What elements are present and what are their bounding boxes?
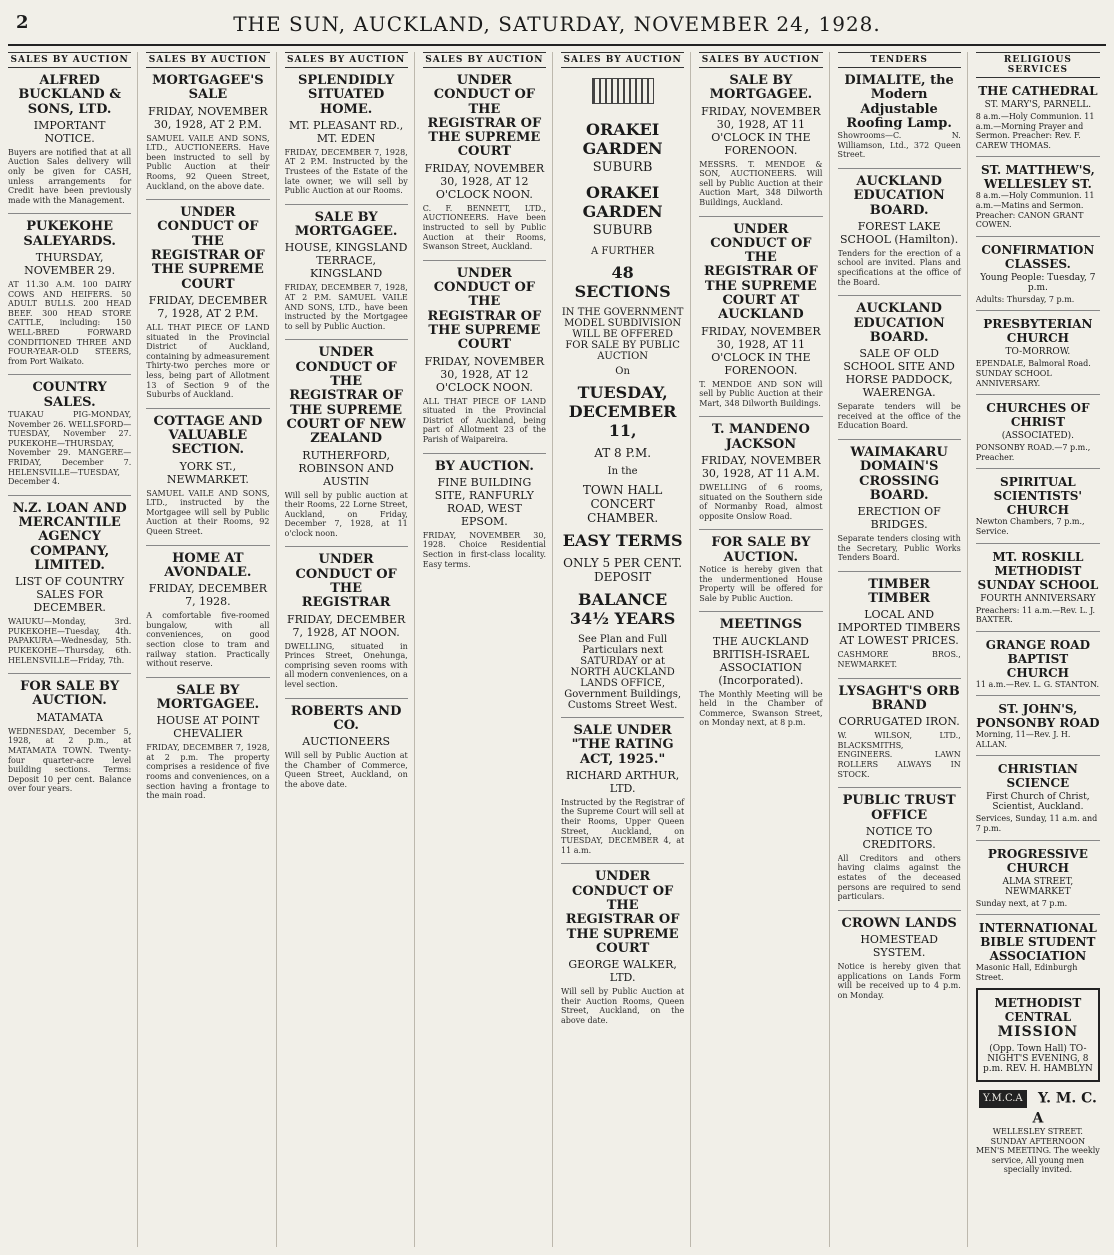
ad-block [561, 724, 684, 855]
service-text: Morning, 11—Rev. J. H. ALLAN. [975, 730, 1071, 749]
ad-heading: SPLENDIDLY SITUATED HOME. [297, 73, 395, 117]
church-name: SPIRITUAL SCIENTISTS' CHURCH [993, 475, 1083, 518]
ad-title: ORAKEI GARDEN [582, 120, 663, 158]
page-number: 2 [16, 12, 29, 33]
ad-heading: UNDER CONDUCT OF THE REGISTRAR OF THE SUPREME COURT [427, 73, 542, 160]
service-text: PONSONBY ROAD.—7 p.m., Preacher. [975, 443, 1091, 462]
ad-heading: SALE UNDER "THE RATING ACT, 1925." [571, 723, 674, 767]
column-1 [8, 52, 138, 1247]
service-item [976, 401, 1100, 462]
service-text: EPENDALE, Balmoral Road. SUNDAY SCHOOL ANNIVERSARY. [975, 359, 1091, 388]
divider [976, 631, 1100, 632]
ad-heading: UNDER CONDUCT OF THE REGISTRAR [295, 552, 397, 611]
column-4 [423, 52, 553, 1247]
ad-text: C. F. BENNETT, LTD., AUCTIONEERS. Have been instructed to sell by Public Auction at their Rooms, Swanson Street, Auckland. [422, 203, 546, 252]
ad-heading: PUKEKOHE SALEYARDS. [23, 219, 116, 249]
ad-subheading: MT. PLEASANT RD., MT. EDEN [288, 118, 404, 145]
divider [8, 495, 131, 496]
ad-block [285, 553, 408, 689]
ad-venue: TOWN HALL CONCERT CHAMBER. [582, 483, 663, 525]
ymca-badge-icon: Y.M.C.A [979, 1090, 1027, 1108]
ad-heading: SALE BY MORTGAGEE. [156, 682, 260, 712]
ad-block [838, 302, 961, 431]
ad-heading: COUNTRY SALES. [32, 380, 107, 410]
ad-heading: FOR SALE BY AUCTION. [711, 535, 811, 565]
column-header: SALES BY AUCTION [561, 52, 684, 68]
service-text: Preachers: 11 a.m.—Rev. L. J. BAXTER. [975, 605, 1096, 625]
ad-subheading: THURSDAY, NOVEMBER 29. [24, 251, 116, 278]
ad-subheading: RICHARD ARTHUR, LTD. [566, 768, 680, 795]
ad-block [8, 502, 131, 665]
service-item [976, 317, 1100, 388]
ad-time: AT 8 P.M. [594, 446, 652, 460]
church-name: CHURCHES OF CHRIST [986, 401, 1090, 430]
ad-text: Buyers are notified that at all Auction Sales delivery will only be given for CASH, unless arrangements for Credit have been previously made with the Management. [8, 147, 132, 205]
service-item [976, 550, 1100, 625]
ad-block [146, 684, 269, 801]
ad-block [838, 446, 961, 563]
column-header: SALES BY AUCTION [285, 52, 408, 68]
ad-subheading: HOUSE, KINGSLAND TERRACE, KINGSLAND [284, 241, 408, 281]
ad-heading: MEETINGS [719, 617, 803, 633]
ad-heading: SALE BY MORTGAGEE. [709, 73, 813, 103]
ad-line: See Plan and Full Particulars next SATURDAY or at NORTH AUCKLAND LANDS OFFICE, Government Buildings, Customs Street West. [564, 634, 682, 711]
divider [146, 677, 269, 678]
service-item [976, 243, 1100, 305]
ad-text: Notice is hereby given that the undermentioned House Property will be offered for Sale by Public Auction. [699, 564, 823, 603]
church-name: CONFIRMATION CLASSES. [981, 242, 1095, 271]
column-header: SALES BY AUCTION [8, 52, 131, 68]
ad-text: Will sell by Public Auction at the Chamber of Commerce, Queen Street, Auckland, on the above date. [284, 751, 408, 789]
ad-heading: MORTGAGEE'S SALE [152, 73, 264, 103]
service-item [976, 847, 1100, 909]
divider [838, 787, 961, 788]
service-text: Newton Chambers, 7 p.m., Service. [975, 517, 1085, 536]
service-item [976, 762, 1100, 833]
ad-text: Showrooms—C. N. Williamson, Ltd., 372 Queen Street. [837, 131, 961, 160]
ad-text: TUAKAU PIG-MONDAY, November 26. WELLSFORD—TUESDAY, November 27. PUKEKOHE—THURSDAY, November 29. MANGERE—FRIDAY, December 7. HELENSVILLE—TUESDAY, December 4. [8, 409, 132, 487]
ad-suburb: SUBURB [592, 223, 653, 238]
ad-subheading: FRIDAY, NOVEMBER 30, 1928, AT 2 P.M. [148, 104, 268, 131]
church-name: PRESBYTERIAN CHURCH [983, 317, 1093, 346]
divider [146, 545, 269, 546]
church-name: ST. MATTHEW'S, WELLESLEY ST. [980, 163, 1095, 192]
divider [146, 408, 269, 409]
coat-of-arms-icon [592, 78, 654, 104]
divider [8, 673, 131, 674]
ymca-logo: Y. M. C. A [1032, 1090, 1097, 1127]
ad-text: WEDNESDAY, December 5, 1928, at 2 p.m., at MATAMATA TOWN. Twenty-four quarter-acre level building sections. Terms: Deposit 10 per cent. Balance over four years. [8, 726, 132, 794]
ad-text: Separate tenders will be received at the office of the Education Board. [837, 402, 961, 431]
divider [838, 678, 961, 679]
ymca-ad [976, 1088, 1100, 1174]
column-header: SALES BY AUCTION [699, 52, 822, 68]
service-item [976, 163, 1100, 229]
ad-block [838, 917, 961, 1001]
service-text: Masonic Hall, Edinburgh Street. [975, 963, 1078, 982]
ad-text: ALL THAT PIECE OF LAND situated in the Provincial District of Auckland, containing by admeasurement Thirty-two perches more or less, being part of Allotment 13 of Section 9 of the Suburbs of Auckland. [146, 322, 270, 400]
divider [838, 168, 961, 169]
ad-balance: BALANCE 34½ YEARS [569, 590, 676, 628]
ad-text: Tenders for the erection of a school are invited. Plans and specifications at the office of the Board. [837, 248, 961, 287]
column-6 [699, 52, 829, 1247]
ad-heading: CROWN LANDS [841, 915, 957, 931]
service-item [976, 475, 1100, 536]
divider [699, 216, 822, 217]
ad-block [146, 552, 269, 669]
ad-subheading: MATAMATA [36, 710, 103, 724]
divider [976, 156, 1100, 157]
ad-block [8, 680, 131, 794]
ad-heading: WAIMAKARU DOMAIN'S CROSSING BOARD. [850, 444, 948, 503]
column-2 [146, 52, 276, 1247]
ad-block [8, 220, 131, 366]
ad-block [699, 223, 822, 409]
ad-heading: ALFRED BUCKLAND & SONS, LTD. [18, 73, 121, 117]
ad-subheading: YORK ST., NEWMARKET. [166, 459, 249, 486]
ad-block [146, 206, 269, 400]
ad-subheading: FRIDAY, DECEMBER 7, 1928, AT NOON. [286, 612, 406, 639]
ad-heading: T. MANDENO JACKSON [711, 422, 810, 452]
ad-title: ORAKEI GARDEN [582, 183, 663, 221]
service-text: Services, Sunday, 11 a.m. and 7 p.m. [975, 814, 1098, 834]
ad-block [838, 794, 961, 902]
ad-block [838, 175, 961, 287]
ad-heading: FOR SALE BY AUCTION. [20, 679, 120, 709]
ad-subheading: GEORGE WALKER, LTD. [568, 958, 677, 985]
ad-subheading: FRIDAY, NOVEMBER 30, 1928, AT 12 O'CLOCK NOON. [424, 354, 545, 394]
ad-deposit: ONLY 5 PER CENT. DEPOSIT [563, 556, 683, 584]
divider [8, 374, 131, 375]
church-sub: First Church of Christ, Scientist, Auckland. [986, 792, 1090, 813]
column-7 [838, 52, 968, 1247]
column-header: RELIGIOUS SERVICES [976, 52, 1100, 78]
ad-block [423, 267, 546, 445]
ad-heading: UNDER CONDUCT OF THE REGISTRAR OF THE SUPREME COURT OF NEW ZEALAND [286, 345, 406, 447]
church-name: INTERNATIONAL BIBLE STUDENT ASSOCIATION [978, 921, 1097, 964]
ad-block [285, 346, 408, 538]
ad-suburb: SUBURB [592, 160, 653, 175]
ad-text: T. MENDOE AND SON will sell by Public Auction at their Mart, 348 Dilworth Buildings. [699, 379, 823, 408]
column-header: TENDERS [838, 52, 961, 68]
ad-subheading: HOUSE AT POINT CHEVALIER [156, 714, 260, 741]
ad-text: FRIDAY, DECEMBER 7, 1928, AT 2 P.M. SAMUEL VAILE AND SONS, LTD., have been instructed by the Mortgagee to sell by Public Auction. [284, 283, 408, 331]
ad-subheading: LOCAL AND IMPORTED TIMBERS AT LOWEST PRICES. [837, 608, 961, 648]
ad-line: On [615, 366, 630, 377]
divider [976, 840, 1100, 841]
divider [838, 295, 961, 296]
divider [285, 204, 408, 205]
divider [561, 863, 684, 864]
ad-text: SAMUEL VAILE AND SONS, LTD., AUCTIONEERS. Have been instructed to sell by Public Auction at their Rooms, 92 Queen Street, Auckland, on the above date. [146, 133, 270, 191]
ad-block [423, 74, 546, 252]
ad-subheading: SALE OF OLD SCHOOL SITE AND HORSE PADDOCK, WAERENGA. [843, 347, 955, 400]
ad-subheading: FOREST LAKE SCHOOL (Hamilton). [840, 219, 959, 246]
ad-heading: AUCKLAND EDUCATION BOARD. [853, 301, 945, 345]
divider [976, 468, 1100, 469]
ad-text: FRIDAY, DECEMBER 7, 1928, AT 2 P.M. Instructed by the Trustees of the Estate of the late owner, we will sell by Public Auction at our Rooms. [284, 147, 408, 196]
ad-subheading: RUTHERFORD, ROBINSON AND AUSTIN [298, 448, 394, 488]
divider [976, 695, 1100, 696]
divider [8, 213, 131, 214]
ad-heading: COTTAGE AND VALUABLE SECTION. [153, 413, 263, 458]
ad-subheading: FINE BUILDING SITE, RANFURLY ROAD, WEST EPSOM. [434, 475, 534, 528]
ad-heading: ROBERTS AND CO. [290, 703, 402, 733]
church-sub: FOURTH ANNIVERSARY [980, 593, 1096, 604]
divider [285, 339, 408, 340]
ad-block [838, 74, 961, 160]
service-text: 11 a.m.—Rev. L. G. STANTON. [975, 679, 1099, 689]
ad-text: A comfortable five-roomed bungalow, with all conveniences, on good section close to tram and railway station. Practically without reserve. [146, 611, 270, 669]
methodist-central-mission-box [976, 988, 1100, 1082]
ad-text: The Monthly Meeting will be held in the Chamber of Commerce, Swanson Street, on Monday next, at 8 p.m. [699, 689, 823, 728]
ad-text: ALL THAT PIECE OF LAND situated in the Provincial District of Auckland, being part of Allotment 23 of the Parish of Waipareira. [422, 396, 546, 444]
divider [285, 546, 408, 547]
ad-heading: UNDER CONDUCT OF THE REGISTRAR OF THE SUPREME COURT [427, 265, 542, 353]
divider [146, 199, 269, 200]
ad-block [838, 578, 961, 670]
newspaper-title: THE SUN, AUCKLAND, SATURDAY, NOVEMBER 24, 1928. [233, 12, 881, 36]
ad-block [838, 685, 961, 780]
ad-text: AT 11.30 A.M. 100 DAIRY COWS AND HEIFERS. 50 ADULT BULLS. 200 HEAD BEEF. 300 HEAD STORE CATTLE, including: 150 WELL-BRED FORWARD CONDITIONED THREE AND FOUR-YEAR-OLD STEERS, from Port Waikato. [8, 280, 132, 366]
divider [976, 543, 1100, 544]
ad-line: In the [607, 466, 638, 477]
service-item [976, 702, 1100, 749]
ad-heading: AUCKLAND EDUCATION BOARD. [853, 173, 945, 218]
ad-block [699, 536, 822, 603]
divider [561, 717, 684, 718]
ad-text: SAMUEL VAILE AND SONS, LTD., instructed by the Mortgagee will sell by Public Auction at their Rooms, 92 Queen Street. [146, 488, 270, 536]
divider [976, 236, 1100, 237]
divider [838, 439, 961, 440]
ad-subheading: NOTICE TO CREDITORS. [862, 824, 936, 851]
ad-subheading: FRIDAY, NOVEMBER 30, 1928, AT 11 A.M. [701, 454, 821, 481]
ad-text: Notice is hereby given that applications on Lands Form will be received up to 4 p.m. on Monday. [837, 962, 961, 1000]
church-name: PROGRESSIVE CHURCH [987, 846, 1088, 875]
ad-subheading: ERECTION OF BRIDGES. [857, 505, 941, 532]
column-header: SALES BY AUCTION [146, 52, 269, 68]
ad-block [8, 74, 131, 205]
ad-line: IN THE GOVERNMENT MODEL SUBDIVISION WILL BE OFFERED FOR SALE BY PUBLIC AUCTION [561, 307, 684, 362]
ad-heading: SALE BY MORTGAGEE. [294, 209, 398, 240]
orakei-garden-suburb-ad [561, 74, 684, 711]
divider [423, 453, 546, 454]
ad-subheading: HOMESTEAD SYSTEM. [860, 933, 938, 960]
ad-subheading: LIST OF COUNTRY SALES FOR DECEMBER. [15, 575, 125, 615]
ad-text: Separate tenders closing with the Secretary, Public Works Tenders Board. [837, 534, 961, 563]
ad-subheading: FRIDAY, NOVEMBER 30, 1928, AT 11 O'CLOCK IN THE FORENOON. [701, 324, 821, 377]
church-sub: ST. MARY'S, PARNELL. [984, 100, 1092, 110]
ad-heading: HOME AT AVONDALE. [164, 550, 252, 580]
divider [699, 529, 822, 530]
ad-subheading: FRIDAY, NOVEMBER 30, 1928, AT 12 O'CLOCK NOON. [424, 161, 545, 201]
service-item [976, 638, 1100, 690]
ad-block [699, 423, 822, 521]
church-name: ST. JOHN'S, PONSONBY ROAD [976, 702, 1100, 731]
ad-line: A FURTHER [590, 246, 655, 257]
ad-heading: TIMBER TIMBER [868, 576, 931, 607]
ad-text: FRIDAY, DECEMBER 7, 1928, at 2 p.m. The property comprises a residence of five rooms and conveniences, on a section having a frontage to the main road. [146, 743, 270, 801]
divider [699, 416, 822, 417]
divider [976, 914, 1100, 915]
church-sub: ALMA STREET, NEWMARKET [1002, 876, 1074, 897]
divider [976, 310, 1100, 311]
ad-block [146, 74, 269, 191]
ad-subheading: FRIDAY, DECEMBER 7, 1928. [148, 582, 268, 609]
ad-subheading: CORRUGATED IRON. [838, 715, 960, 729]
divider [838, 910, 961, 911]
ad-block [8, 381, 131, 486]
ad-subheading: IMPORTANT NOTICE. [33, 118, 106, 145]
ad-block [423, 460, 546, 570]
church-name: GRANGE ROAD BAPTIST CHURCH [985, 637, 1090, 680]
service-text: 8 a.m.—Holy Communion. 11 a.m.—Matins and Sermon. Preacher: CANON GRANT COWEN. [975, 191, 1095, 230]
church-sub: TO-MORROW. [1005, 347, 1071, 358]
column-8 [976, 52, 1106, 1247]
ad-subheading: AUCTIONEERS [302, 735, 391, 749]
column-5 [561, 52, 691, 1247]
divider [976, 755, 1100, 756]
ad-text: Will sell by Public Auction at their Auction Rooms, Queen Street, Auckland, on the above date. [561, 987, 685, 1026]
ad-text: CASHMORE BROS., NEWMARKET. [837, 650, 961, 670]
ad-terms: EASY TERMS [562, 531, 683, 550]
church-sub: Young People: Tuesday, 7 p.m. [980, 272, 1096, 293]
ad-heading: UNDER CONDUCT OF THE REGISTRAR OF THE SUPREME COURT [151, 205, 265, 292]
divider [699, 611, 822, 612]
ymca-text: WELLESLEY STREET. SUNDAY AFTERNOON MEN'S MEETING. The weekly service, All young men specially invited. [975, 1126, 1100, 1175]
box-line-3: MISSION [997, 1024, 1079, 1041]
divider [423, 260, 546, 261]
ad-heading: PUBLIC TRUST OFFICE [842, 793, 956, 823]
masthead [8, 6, 1106, 46]
ad-sections: 48 SECTIONS [574, 263, 671, 301]
ad-text: Instructed by the Registrar of the Supreme Court will sell at their Rooms, Upper Queen Street, Auckland, on TUESDAY, DECEMBER 4, at 11 a.m. [561, 797, 685, 855]
ad-text: FRIDAY, NOVEMBER 30, 1928. Choice Residential Section in first-class locality. Easy terms. [422, 530, 546, 569]
divider [285, 698, 408, 699]
service-text: 8 a.m.—Holy Communion. 11 a.m.—Morning Prayer and Sermon. Preacher: Rev. F. CAREW THOMAS. [975, 112, 1095, 150]
ad-heading: LYSAGHT'S ORB BRAND [838, 683, 960, 713]
ad-block [699, 74, 822, 208]
ad-block [561, 870, 684, 1025]
ad-block [699, 618, 822, 728]
ad-text: Will sell by public auction at their Rooms, 22 Lorne Street, Auckland, on Friday, December 7, 1928, at 11 o'clock noon. [284, 490, 408, 538]
ad-block [285, 211, 408, 332]
ad-heading: UNDER CONDUCT OF THE REGISTRAR OF THE SUPREME COURT AT AUCKLAND [704, 221, 818, 323]
column-3 [285, 52, 415, 1247]
service-item [976, 84, 1100, 150]
service-text: Adults: Thursday, 7 p.m. [975, 294, 1075, 304]
box-line-1: METHODIST [994, 996, 1082, 1011]
box-line-4: (Opp. Town Hall) TO-NIGHT'S EVENING, 8 p.m. REV. H. HAMBLYN [982, 1044, 1093, 1075]
divider [976, 394, 1100, 395]
ad-text: All Creditors and others having claims against the estates of the deceased persons are required to send particulars. [837, 853, 961, 902]
ad-text: DWELLING of 6 rooms, situated on the Southern side of Normanby Road, almost opposite Onslow Road. [699, 483, 823, 521]
ad-heading: UNDER CONDUCT OF THE REGISTRAR OF THE SUPREME COURT [565, 869, 680, 956]
ad-text: MESSRS. T. MENDOE & SON, AUCTIONEERS. Will sell by Public Auction at their Auction Mart, 348 Dilworth Buildings, Auckland. [699, 159, 823, 207]
divider [838, 571, 961, 572]
church-name: CHRISTIAN SCIENCE [997, 762, 1078, 791]
ad-heading: N.Z. LOAN AND MERCANTILE AGENCY COMPANY, LIMITED. [12, 500, 127, 573]
ad-subheading: FRIDAY, NOVEMBER 30, 1928, AT 11 O'CLOCK IN THE FORENOON. [701, 104, 821, 157]
columns [8, 52, 1106, 1247]
service-item [976, 921, 1100, 982]
ad-heading: DIMALITE, the Modern Adjustable Roofing Lamp. [844, 73, 954, 131]
ad-text: W. WILSON, LTD., BLACKSMITHS, ENGINEERS. LAWN ROLLERS ALWAYS IN STOCK. [837, 731, 961, 779]
ad-subheading: FRIDAY, DECEMBER 7, 1928, AT 2 P.M. [148, 293, 268, 320]
column-header: SALES BY AUCTION [423, 52, 546, 68]
ad-date: TUESDAY, DECEMBER 11, [568, 383, 677, 440]
box-line-2: CENTRAL [1004, 1010, 1072, 1025]
church-name: MT. ROSKILL METHODIST SUNDAY SCHOOL [977, 549, 1099, 592]
church-name: THE CATHEDRAL [978, 84, 1098, 98]
ad-subheading: THE AUCKLAND BRITISH-ISRAEL ASSOCIATION (Incorporated). [712, 634, 810, 687]
ad-block [285, 705, 408, 790]
ad-text: WAIUKU—Monday, 3rd. PUKEKOHE—Tuesday, 4th. PAPAKURA—Wednesday, 5th. PUKEKOHE—Thursday, 6th. HELENSVILLE—Friday, 7th. [8, 617, 132, 665]
ad-heading: BY AUCTION. [434, 458, 534, 474]
service-text: Sunday next, at 7 p.m. [975, 898, 1068, 908]
church-sub: (ASSOCIATED). [1001, 431, 1074, 442]
ad-block [285, 74, 408, 196]
ad-text: DWELLING, situated in Princes Street, Onehunga, comprising seven rooms with all modern conveniences, on a level section. [284, 641, 408, 690]
ad-block [146, 415, 269, 537]
